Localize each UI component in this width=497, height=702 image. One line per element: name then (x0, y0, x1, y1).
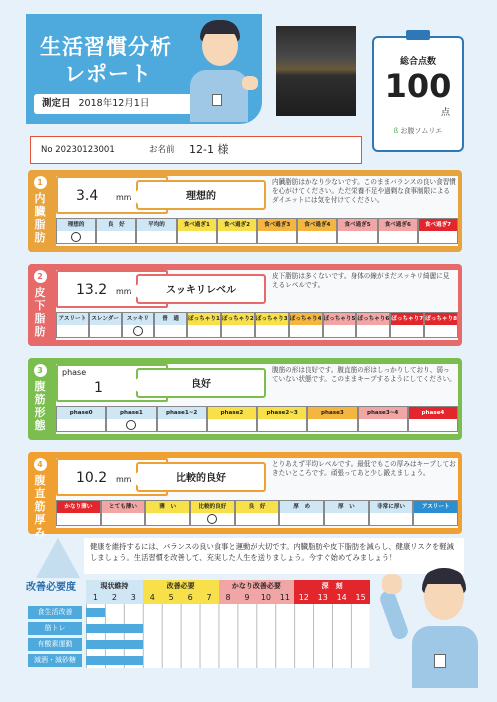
need-level-number: 15 (351, 592, 370, 604)
scale-slot (236, 513, 279, 525)
need-level-number: 5 (162, 592, 181, 604)
scale-label: phase2~3 (258, 407, 306, 419)
up-arrow-icon (36, 538, 80, 578)
scale-slot (379, 231, 417, 243)
level-scale (56, 312, 458, 338)
scale-cell (289, 312, 323, 338)
scale-slot (414, 513, 457, 525)
measurement-date: 測定日 2018年12月1日 (34, 94, 224, 114)
section-number: 3 (34, 364, 47, 377)
section-title-char: 肪 (34, 231, 46, 244)
scale-label: phase1 (107, 407, 155, 419)
scale-cell (257, 218, 297, 244)
total-score-card (372, 36, 464, 152)
scale-slot (208, 419, 256, 431)
need-row-label: 減酒・減砂糖 (28, 654, 82, 667)
phase-label: phase (62, 368, 87, 377)
level-scale (56, 218, 458, 244)
section-title-char: 態 (34, 419, 46, 432)
scale-cell (190, 500, 235, 526)
scale-label: 比較的良好 (191, 501, 234, 513)
need-level-number: 9 (238, 592, 257, 604)
brand-logo: ß お腹ソムリエ (393, 127, 443, 135)
need-row-label: 食生活改善 (28, 606, 82, 619)
need-level-number: 2 (105, 592, 124, 604)
scale-label: ぽっちゃり8 (425, 313, 457, 325)
section-title-char: 脂 (34, 312, 46, 325)
scale-cell (106, 406, 156, 432)
scale-label: アスリート (57, 313, 88, 325)
scale-slot (102, 513, 145, 525)
need-level-bar (86, 640, 143, 649)
scale-cell (56, 500, 101, 526)
need-matrix-header (86, 580, 370, 604)
scale-slot (222, 325, 254, 337)
advice-text: 健康を維持するには、バランスの良い食事と運動が大切です。内臓脂肪や皮下脂肪を減らし、健康リスクを軽減しましょう。生活習慣を改善して、充実した人生を送りましょう。今すぐ始めてみましょう！ (84, 538, 464, 574)
need-level-bar (86, 608, 105, 617)
section-tab (28, 264, 52, 346)
evaluation-description: 皮下脂肪は多くないです。身体の線がまだスッキリ綺麗に見えるレベルです。 (272, 272, 450, 289)
section-title-char: 直 (34, 487, 46, 500)
scale-label: phase3 (308, 407, 356, 419)
scale-cell (324, 500, 369, 526)
section-title-char: 臓 (34, 205, 46, 218)
scale-slot (308, 419, 356, 431)
section-title-char: 脂 (34, 218, 46, 231)
scale-label: スッキリ (123, 313, 154, 325)
measurement-value: 10.2 (76, 470, 108, 486)
scale-label: 食べ過ぎ3 (258, 219, 296, 231)
scale-slot (359, 419, 407, 431)
measurement-unit: mm (116, 287, 132, 296)
need-level-number: 14 (332, 592, 351, 604)
evaluation-description: 内臓脂肪はかなり少ないです。このままバランスの良い食習慣を心がけてください。ただ栄養不足や過剰な食事制限によるダイエットには気を付けてください。 (272, 178, 456, 204)
scale-label: ぽっちゃり5 (324, 313, 356, 325)
scale-label: ぽっちゃり2 (222, 313, 254, 325)
scale-cell (136, 218, 176, 244)
ultrasound-image (276, 26, 356, 116)
section-body (56, 270, 458, 340)
scale-slot (370, 513, 413, 525)
section-title-char: 形 (34, 406, 46, 419)
scale-slot (258, 419, 306, 431)
scale-cell (177, 218, 217, 244)
score-value: 100 (384, 67, 452, 105)
scale-slot (90, 325, 121, 337)
scale-cell (56, 406, 106, 432)
scale-slot (57, 325, 88, 337)
scale-cell (413, 500, 458, 526)
need-group-header: 深 刻 (294, 580, 370, 592)
evaluation-label: 良好 (136, 368, 266, 398)
report-title: 生活習慣分析 レポート (40, 35, 172, 86)
need-row-label: 筋トレ (28, 622, 82, 635)
scale-slot (57, 513, 100, 525)
scale-label: アスリート (414, 501, 457, 513)
evaluation-label: 比較的良好 (136, 462, 266, 492)
scale-slot (425, 325, 457, 337)
section-body (56, 176, 458, 246)
score-label: 総合点数 (399, 57, 436, 67)
scale-label: ぽっちゃり6 (357, 313, 389, 325)
scale-label: phase3~4 (359, 407, 407, 419)
scale-label: phase4 (409, 407, 457, 419)
section-3 (28, 358, 462, 440)
evaluation-label: 理想的 (136, 180, 266, 210)
clipboard-clip (406, 30, 430, 40)
scale-label: ぽっちゃり7 (391, 313, 423, 325)
need-level-bar (86, 656, 143, 665)
section-number: 2 (34, 270, 47, 283)
scale-label: 食べ過ぎ4 (298, 219, 336, 231)
need-group-header: かなり改善必要 (219, 580, 295, 592)
scale-cell (358, 406, 408, 432)
scale-slot (158, 419, 206, 431)
scale-slot (146, 513, 189, 525)
evaluation-description: 腹筋の形は良好です。腹直筋の形はしっかりしており、弱っていない状態です。このままキープするようにしてください。 (272, 366, 456, 383)
scale-label: 良 好 (236, 501, 279, 513)
scale-cell (408, 406, 458, 432)
need-level-number: 6 (181, 592, 200, 604)
scale-slot (324, 325, 356, 337)
section-title-char: 腹 (34, 380, 46, 393)
need-level-numbers (86, 592, 370, 604)
need-level-number: 1 (86, 592, 105, 604)
result-circle-icon (71, 232, 81, 242)
scale-cell (337, 218, 377, 244)
scale-label: スレンダー (90, 313, 121, 325)
section-title-char: 腹 (34, 474, 46, 487)
scale-slot (57, 231, 95, 243)
scale-cell (187, 312, 221, 338)
section-title-char: 筋 (34, 393, 46, 406)
scale-label: かなり薄い (57, 501, 100, 513)
need-level-number: 13 (313, 592, 332, 604)
scale-label: 食べ過ぎ7 (419, 219, 457, 231)
scale-cell (356, 312, 390, 338)
measurement-unit: mm (116, 193, 132, 202)
scale-slot (325, 513, 368, 525)
scale-label: ぽっちゃり1 (188, 313, 220, 325)
result-circle-icon (133, 326, 143, 336)
level-scale (56, 500, 458, 526)
need-level-number: 12 (294, 592, 313, 604)
need-group-headers (86, 580, 370, 592)
scale-slot (137, 231, 175, 243)
scale-label: 食べ過ぎ2 (218, 219, 256, 231)
need-row-label: 有酸素運動 (28, 638, 82, 651)
scale-cell (297, 218, 337, 244)
scale-slot (280, 513, 323, 525)
section-body (56, 458, 458, 528)
staff-illustration-bottom (382, 560, 492, 700)
result-circle-icon (126, 420, 136, 430)
scale-label: 薄 い (146, 501, 189, 513)
scale-slot (391, 325, 423, 337)
scale-label: 食べ過ぎ1 (178, 219, 216, 231)
scale-cell (154, 312, 187, 338)
scale-cell (255, 312, 289, 338)
scale-label: 普 通 (155, 313, 186, 325)
scale-slot (188, 325, 220, 337)
scale-cell (418, 218, 458, 244)
scale-slot (357, 325, 389, 337)
scale-cell (145, 500, 190, 526)
scale-label: 食べ過ぎ5 (338, 219, 376, 231)
scale-label: 非常に厚い (370, 501, 413, 513)
score-unit: 点 (440, 108, 450, 118)
section-2 (28, 264, 462, 346)
measurement-value: 1 (94, 380, 103, 396)
need-level-number: 11 (275, 592, 294, 604)
scale-slot (57, 419, 105, 431)
scale-label: 食べ過ぎ6 (379, 219, 417, 231)
scale-slot (97, 231, 135, 243)
level-scale (56, 406, 458, 432)
patient-info-bar (30, 136, 362, 164)
section-number: 4 (34, 458, 47, 471)
section-tab (28, 170, 52, 252)
scale-slot (123, 325, 154, 337)
section-tab (28, 452, 52, 539)
scale-cell (56, 218, 96, 244)
need-level-title: 改善必要度 (26, 582, 76, 593)
scale-cell (307, 406, 357, 432)
section-number: 1 (34, 176, 47, 189)
name-label: お名前 (149, 145, 175, 155)
scale-label: phase0 (57, 407, 105, 419)
scale-slot (191, 513, 234, 525)
section-title-char: 下 (34, 299, 46, 312)
scale-slot (290, 325, 322, 337)
patient-name: 12-1 様 (189, 143, 229, 156)
scale-cell (221, 312, 255, 338)
scale-cell (207, 406, 257, 432)
scale-slot (338, 231, 376, 243)
section-title-char: み (34, 526, 46, 539)
scale-slot (256, 325, 288, 337)
need-level-number: 8 (219, 592, 238, 604)
scale-cell (96, 218, 136, 244)
scale-label: 厚 い (325, 501, 368, 513)
section-title-char: 内 (34, 192, 46, 205)
measurement-value: 3.4 (76, 188, 99, 204)
section-title-char: 厚 (34, 513, 46, 526)
scale-cell (369, 500, 414, 526)
need-level-number: 10 (256, 592, 275, 604)
evaluation-label: スッキリレベル (136, 274, 266, 304)
need-group-header: 改善必要 (143, 580, 219, 592)
section-title-char: 皮 (34, 286, 46, 299)
scale-cell (101, 500, 146, 526)
scale-cell (122, 312, 155, 338)
section-4 (28, 452, 462, 539)
need-group-header: 現状維持 (86, 580, 143, 592)
scale-cell (390, 312, 424, 338)
scale-slot (155, 325, 186, 337)
scale-label: ぽっちゃり4 (290, 313, 322, 325)
scale-cell (257, 406, 307, 432)
scale-cell (89, 312, 122, 338)
evaluation-description: とりあえず平均レベルです。最低でもこの厚みはキープしておきたいところです。頑張ってあと少し鍛えましょう。 (272, 460, 456, 477)
scale-cell (235, 500, 280, 526)
scale-slot (419, 231, 457, 243)
scale-cell (323, 312, 357, 338)
need-level-bar (86, 624, 143, 633)
patient-number: No 20230123001 (41, 145, 115, 155)
scale-label: phase1~2 (158, 407, 206, 419)
scale-cell (424, 312, 458, 338)
need-level-number: 3 (124, 592, 143, 604)
scale-slot (218, 231, 256, 243)
scale-slot (409, 419, 457, 431)
measurement-value: 13.2 (76, 282, 108, 298)
need-level-number: 7 (200, 592, 219, 604)
scale-label: とても薄い (102, 501, 145, 513)
section-title-char: 筋 (34, 500, 46, 513)
scale-label: 理想的 (57, 219, 95, 231)
scale-slot (258, 231, 296, 243)
scale-label: 厚 め (280, 501, 323, 513)
need-level-number: 4 (143, 592, 162, 604)
scale-label: ぽっちゃり3 (256, 313, 288, 325)
staff-illustration-top (176, 14, 268, 124)
section-title-char: 肪 (34, 325, 46, 338)
scale-slot (178, 231, 216, 243)
scale-cell (378, 218, 418, 244)
scale-slot (107, 419, 155, 431)
scale-cell (217, 218, 257, 244)
scale-label: phase2 (208, 407, 256, 419)
scale-cell (157, 406, 207, 432)
scale-label: 良 好 (97, 219, 135, 231)
scale-cell (56, 312, 89, 338)
scale-cell (279, 500, 324, 526)
section-1 (28, 170, 462, 252)
scale-slot (298, 231, 336, 243)
measurement-unit: mm (116, 475, 132, 484)
section-body (56, 364, 458, 434)
result-circle-icon (207, 514, 217, 524)
section-tab (28, 358, 52, 440)
scale-label: 平均的 (137, 219, 175, 231)
